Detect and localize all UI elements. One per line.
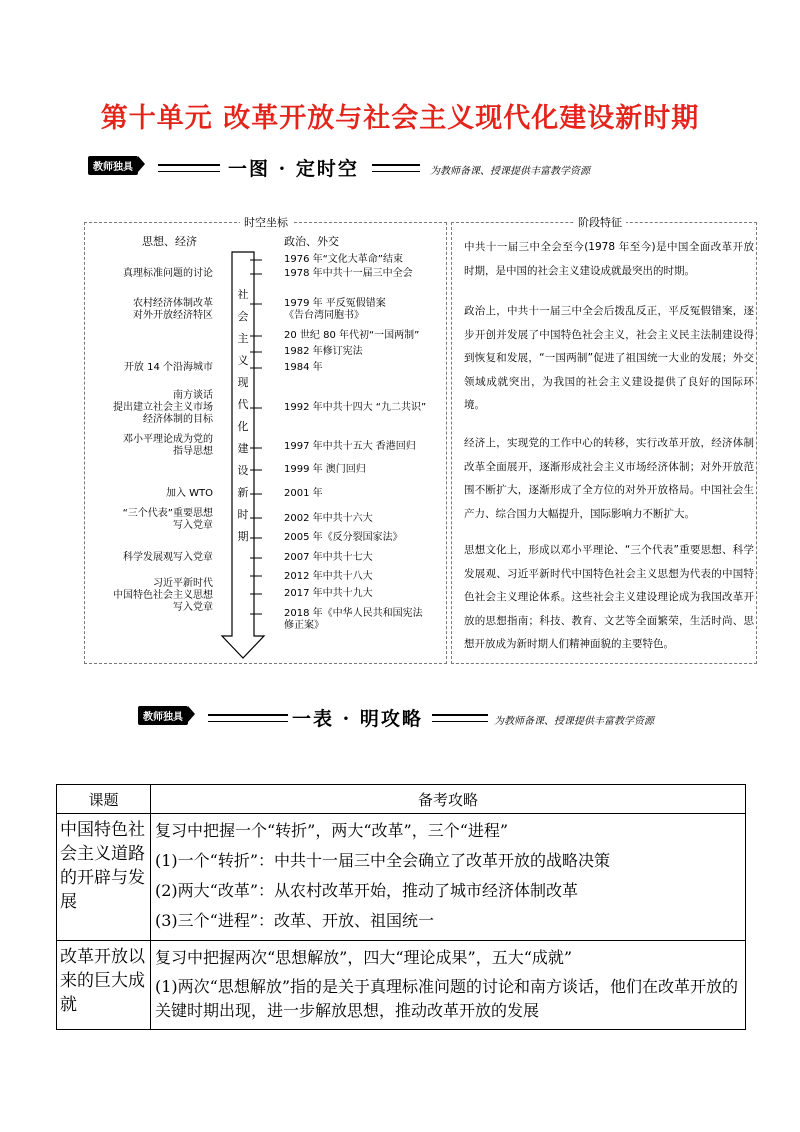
decorative-line	[158, 164, 220, 172]
section-title: 一表 · 明攻略	[292, 708, 423, 730]
table-row	[57, 941, 746, 1030]
right-item: 20 世纪 80 年代初“一国两制”	[284, 330, 420, 341]
strategy-line: (3)三个“进程”：改革、开放、祖国统一	[155, 911, 435, 930]
strategy-line: (1)两次“思想解放”指的是关于真理标准问题的讨论和南方谈话，他们在改革开放的关键时期出现，进一步解放思想，推动改革开放的发展	[155, 977, 739, 1020]
left-column-header: 思想、经济	[142, 235, 197, 248]
section-title: 一图 · 定时空	[228, 158, 359, 180]
axis-char: 期	[237, 530, 249, 543]
topic-cell: 中国特色社会主义道路的开辟与发展	[57, 814, 151, 941]
axis-char: 新	[237, 486, 249, 499]
axis-char: 义	[237, 354, 249, 367]
right-item: 2005 年《反分裂国家法》	[284, 532, 403, 543]
strategy-line: (1)一个“转折”：中共十一届三中全会确立了改革开放的战略决策	[155, 851, 611, 870]
left-item: “三个代表”重要思想 写入党章	[122, 508, 213, 531]
timeline-box-label: 时空坐标	[240, 214, 292, 230]
topic-cell: 改革开放以来的巨大成就	[57, 941, 151, 1030]
left-item: 开放 14 个沿海城市	[123, 362, 213, 373]
strategy-line: 复习中把握一个“转折”，两大“改革”，三个“进程”	[155, 821, 509, 840]
teacher-badge: 教师独具	[88, 156, 138, 175]
feature-paragraph: 经济上，实现党的工作中心的转移，实行改革开放，经济体制改革全面展开，逐渐形成社会主义市场经济体制；对外开放范围不断扩大，逐渐形成了全方位的对外开放格局。中国社会生产力、综合国力大幅提升，国际影响力不断扩大。	[464, 437, 754, 520]
right-item: 1992 年中共十四大 “九二共识”	[284, 402, 427, 413]
table-header: 备考攻略	[151, 785, 746, 814]
section-subtitle: 为教师备课、授课提供丰富教学资源	[494, 716, 654, 727]
right-item: 1999 年 澳门回归	[284, 464, 366, 475]
page-title: 第十单元 改革开放与社会主义现代化建设新时期	[100, 103, 700, 134]
features-box-label: 阶段特征	[574, 214, 626, 230]
table-row	[57, 814, 746, 941]
table-header: 课题	[57, 785, 151, 814]
strategy-line: 复习中把握两次“思想解放”，四大“理论成果”，五大“成就”	[155, 948, 573, 967]
right-item: 1978 年中共十一届三中全会	[284, 268, 413, 279]
axis-char: 化	[237, 420, 249, 433]
right-item: 1976 年“文化大革命”结束	[284, 254, 403, 265]
right-column-header: 政治、外交	[284, 235, 339, 248]
left-item: 科学发展观写入党章	[123, 552, 213, 563]
feature-paragraph: 思想文化上，形成以邓小平理论、“三个代表”重要思想、科学发展观、习近平新时代中国特色社会主义思想为代表的中国特色社会主义理论体系。这些社会主义建设理论成为我国改革开放的思想指南；科技、教育、文艺等全面繁荣，生活时尚、思想开放成为新时期人们精神面貌的主要特色。	[464, 544, 754, 650]
decorative-line	[432, 714, 488, 722]
right-item: 2007 年中共十七大	[284, 552, 373, 563]
right-item: 2001 年	[284, 488, 323, 499]
axis-char: 主	[237, 332, 249, 345]
teacher-badge: 教师独具	[138, 706, 188, 725]
left-item: 习近平新时代 中国特色社会主义思想 写入党章	[113, 578, 213, 613]
decorative-line	[372, 164, 420, 172]
decorative-line	[208, 714, 288, 722]
right-item: 2017 年中共十九大	[284, 588, 373, 599]
right-item: 1982 年修订宪法	[284, 346, 363, 357]
section-subtitle: 为教师备课、授课提供丰富教学资源	[430, 166, 590, 177]
right-item: 1997 年中共十五大 香港回归	[284, 441, 416, 452]
strategy-table	[56, 784, 746, 1030]
axis-char: 时	[237, 508, 249, 521]
right-item: 2018 年《中华人民共和国宪法 修正案》	[284, 608, 423, 631]
axis-label	[236, 284, 250, 548]
left-item: 加入 WTO	[165, 488, 213, 499]
axis-char: 现	[237, 376, 249, 389]
left-item: 真理标准问题的讨论	[123, 268, 213, 279]
left-item: 邓小平理论成为党的 指导思想	[123, 434, 213, 457]
axis-char: 会	[237, 310, 249, 323]
axis-char: 社	[237, 288, 249, 301]
axis-char: 设	[237, 464, 249, 477]
left-item: 南方谈话 提出建立社会主义市场 经济体制的目标	[113, 390, 213, 425]
strategy-cell	[151, 941, 746, 1030]
axis-ticks	[250, 250, 264, 630]
strategy-cell	[151, 814, 746, 941]
right-item: 2002 年中共十六大	[284, 513, 373, 524]
left-item: 农村经济体制改革 对外开放经济特区	[133, 298, 213, 321]
axis-char: 建	[237, 442, 249, 455]
axis-char: 代	[237, 398, 249, 411]
table-header-row	[57, 785, 746, 814]
right-item: 2012 年中共十八大	[284, 571, 373, 582]
right-item: 1979 年 平反冤假错案 《告台湾同胞书》	[284, 298, 386, 321]
right-item: 1984 年	[284, 362, 323, 373]
feature-paragraph: 中共十一届三中全会至今(1978 年至今)是中国全面改革开放时期，是中国的社会主义建设成就最突出的时期。	[464, 241, 754, 277]
strategy-line: (2)两大“改革”：从农村改革开始，推动了城市经济体制改革	[155, 881, 579, 900]
feature-paragraph: 政治上，中共十一届三中全会后拨乱反正，平反冤假错案，逐步开创并发展了中国特色社会主义，社会主义民主法制建设得到恢复和发展，“一国两制”促进了祖国统一大业的发展；外交领域成就突出，为我国的社会主义建设提供了良好的国际环境。	[464, 305, 754, 411]
